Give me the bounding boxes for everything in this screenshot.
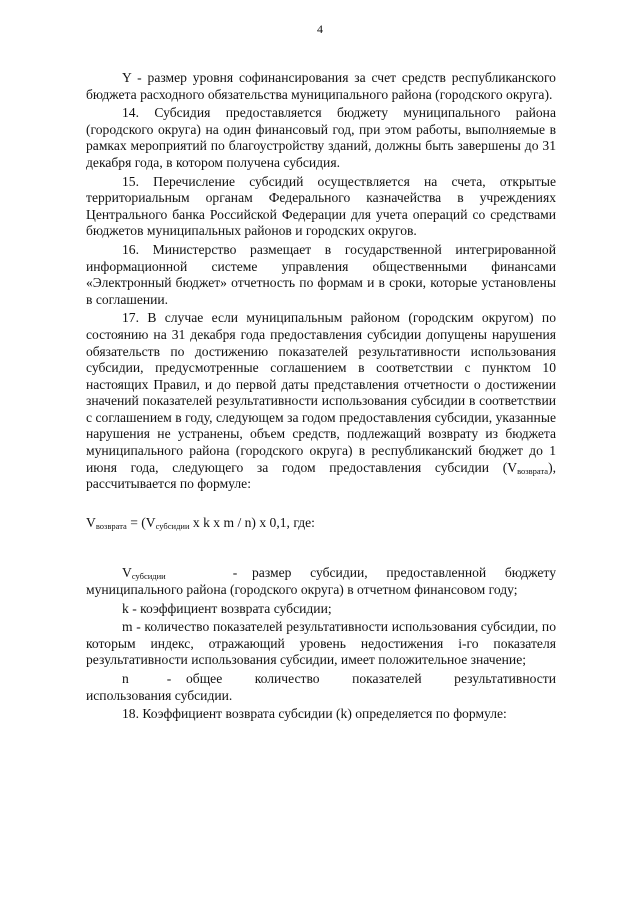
paragraph-17-v-letter: (V [502,459,518,475]
definition-vsub-first: размер субсидии, предоставленной бюджету [252,565,556,581]
formula-rest: x k x m / n) x 0,1, где: [189,514,315,530]
paragraph-17-text: 17. В случае если муниципальным районом (городским округом) по состоянию на 31 декабря года предоставления субсидии допущены нарушения обязательств по достижению показателей результативности использования субсидии, предусмотренные соглашением в соответствии с пунктом 10 настоящих Правил, и до первой даты представления отчетности о достижении значений показателей результативности использования субсидии в соответствии с соглашением в году, следующем за годом предоставления субсидии, указанные нарушения не устранены, объем средств, подлежащий возврату из бюджета муниципального района (городского округа) в республиканский бюджет до 1 июня года, следующего за годом предоставления субсидии [86,310,556,475]
paragraph-18: 18. Коэффициент возврата субсидии (k) определяется по формуле: [122,706,507,722]
definition-n-cont: использования субсидии. [86,687,233,703]
formula-lhs-letter: V [86,514,96,530]
definition-vsub-dash: - [232,565,238,581]
paragraph-15: 15. Перечисление субсидий осуществляется на счета, открытые территориальным органам Федерального казначейства в учреждениях Центрального банка Российской Федерации для учета операций со средствами бюджетов муниципальных районов и городских округов. [86,173,556,239]
definition-vsub-cont: муниципального района (городского округа) в отчетном финансовом году; [86,582,518,598]
symbol-vsub-subscript: субсидии [131,571,166,582]
paragraph-14: 14. Субсидия предоставляется бюджету муниципального района (городского округа) на один финансовый год, при этом работы, выполняемые в рамках мероприятий по благоустройству зданий, должны быть завершены до 31 декабря года, в котором получена субсидия. [86,105,556,170]
definition-n-first: общее количество показателей результативности [186,671,556,686]
definition-y-text: - размер уровня софинансирования за счет средств республиканского бюджета расходного обязательства муниципального района (городского округа). [86,70,556,102]
symbol-vsub-letter: V [122,565,132,581]
definition-m: m - количество показателей результативности использования субсидии, по которым индекс, отражающий уровень недостижения i-го показателя результативности использования субсидии, имеет положительное значение; [86,619,556,668]
formula-lhs-subscript: возврата [95,520,127,531]
symbol-vsub [122,565,218,582]
symbol-y: Y [122,70,132,85]
symbol-n: n [122,671,129,686]
paragraph-16: 16. Министерство размещает в государственной интегрированной информационной системе управления общественными финансами «Электронный бюджет» отчетность по формам и в сроки, которые установлены в соглашении. [86,241,556,307]
definition-y [86,70,556,103]
definition-n-row [86,671,556,688]
refund-formula [86,515,556,532]
definition-k: k - коэффициент возврата субсидии; [122,600,332,616]
paragraph-17-tail: ), рассчитывается по формуле: [86,459,556,492]
paragraph-17 [86,310,556,493]
definition-n-dash: - [166,671,172,686]
formula-mid: = (V [126,514,156,530]
definition-vsub-row [86,565,556,582]
document-body [86,70,556,725]
page-number: 4 [317,22,323,36]
formula-mid-subscript: субсидии [155,520,190,531]
paragraph-17-v-subscript: возврата [517,465,549,476]
